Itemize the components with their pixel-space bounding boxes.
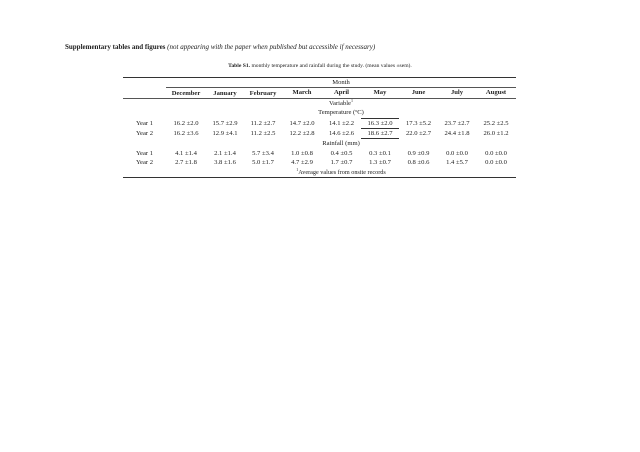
table-row <box>123 158 516 167</box>
table-row <box>123 129 516 139</box>
month-header: June <box>411 89 426 97</box>
month-header: February <box>249 89 277 97</box>
rainfall-section-label: Rainfall (mm) <box>322 140 360 148</box>
blank-corner <box>123 78 166 88</box>
table-cell: 17.3 ±5.2 <box>405 119 432 127</box>
variable-text: Variable <box>329 99 351 107</box>
footnote-mark: 1 <box>296 166 299 172</box>
table-cell: 1.4 ±5.7 <box>446 159 468 167</box>
table-cell: 4.7 ±2.9 <box>291 159 313 167</box>
table-cell: 11.2 ±2.7 <box>250 119 276 127</box>
variable-label <box>166 98 516 108</box>
table-cell: 1.7 ±0.7 <box>330 159 353 167</box>
month-header: May <box>373 89 387 97</box>
table-cell: 1.0 ±0.8 <box>291 149 313 157</box>
table-cell: 16.3 ±2.0 <box>361 118 399 128</box>
table-cell: 14.6 ±2.6 <box>328 130 355 138</box>
table-cell: 0.0 ±0.0 <box>485 149 507 157</box>
month-header: December <box>171 89 201 97</box>
table-cell: 12.2 ±2.8 <box>289 130 315 138</box>
caption-text: monthly temperature and rainfall during the study. (mean values ±sem). <box>250 63 412 69</box>
heading-italic: (not appearing with the paper when published but accessible if necessary) <box>167 43 376 51</box>
table-cell: 0.0 ±0.0 <box>446 149 468 157</box>
table-cell: 25.2 ±2.5 <box>483 119 509 127</box>
caption-label: Table S1. <box>228 63 251 69</box>
row-label: Year 1 <box>135 149 154 157</box>
table-cell: 0.8 ±0.6 <box>407 159 430 167</box>
supplementary-heading <box>65 43 375 51</box>
month-header: April <box>333 89 350 97</box>
table-cell: 18.6 ±2.7 <box>361 129 399 139</box>
variable-footnote-mark: 1 <box>350 97 353 103</box>
table-cell: 16.2 ±2.0 <box>173 119 199 127</box>
table-cell: 24.4 ±1.8 <box>444 130 470 138</box>
month-header: August <box>485 89 507 97</box>
month-header: January <box>213 89 237 97</box>
table-cell: 0.3 ±0.1 <box>369 149 391 157</box>
month-header: July <box>450 89 464 97</box>
table-cell: 14.1 ±2.2 <box>328 119 355 127</box>
table-caption <box>0 63 640 69</box>
table-cell: 11.2 ±2.5 <box>250 130 276 138</box>
climate-table <box>123 77 516 178</box>
month-header: March <box>292 89 312 97</box>
temperature-section-label: Temperature (ºC) <box>318 109 364 117</box>
table-cell: 12.9 ±4.1 <box>212 130 238 138</box>
row-label: Year 1 <box>135 119 154 127</box>
table-cell: 15.7 ±2.9 <box>212 119 238 127</box>
table-cell: 2.7 ±1.8 <box>175 159 197 167</box>
table-cell: 1.3 ±0.7 <box>369 159 391 167</box>
table-cell: 14.7 ±2.0 <box>289 119 315 127</box>
table-cell: 22.0 ±2.7 <box>405 130 432 138</box>
table-row <box>123 118 516 128</box>
table-row <box>123 149 516 158</box>
blank-corner-2 <box>123 88 166 98</box>
table-cell: 26.0 ±1.2 <box>483 130 509 138</box>
table-cell: 0.0 ±0.0 <box>485 159 507 167</box>
table-cell: 5.7 ±3.4 <box>252 149 274 157</box>
table-cell: 2.1 ±1.4 <box>214 149 236 157</box>
row-label: Year 2 <box>135 130 154 138</box>
table-footnote <box>166 168 516 178</box>
table-cell: 0.9 ±0.9 <box>407 149 430 157</box>
row-label: Year 2 <box>135 159 154 167</box>
table-cell: 5.0 ±1.7 <box>252 159 274 167</box>
table-cell: 16.2 ±3.6 <box>173 130 199 138</box>
footnote-text: Average values from onsite records <box>298 168 386 176</box>
month-group-header: Month <box>166 78 516 88</box>
table-cell: 0.4 ±0.5 <box>330 149 353 157</box>
table-cell: 3.8 ±1.6 <box>214 159 236 167</box>
heading-bold: Supplementary tables and figures <box>65 43 166 51</box>
table-cell: 23.7 ±2.7 <box>444 119 470 127</box>
table-cell: 4.1 ±1.4 <box>175 149 197 157</box>
